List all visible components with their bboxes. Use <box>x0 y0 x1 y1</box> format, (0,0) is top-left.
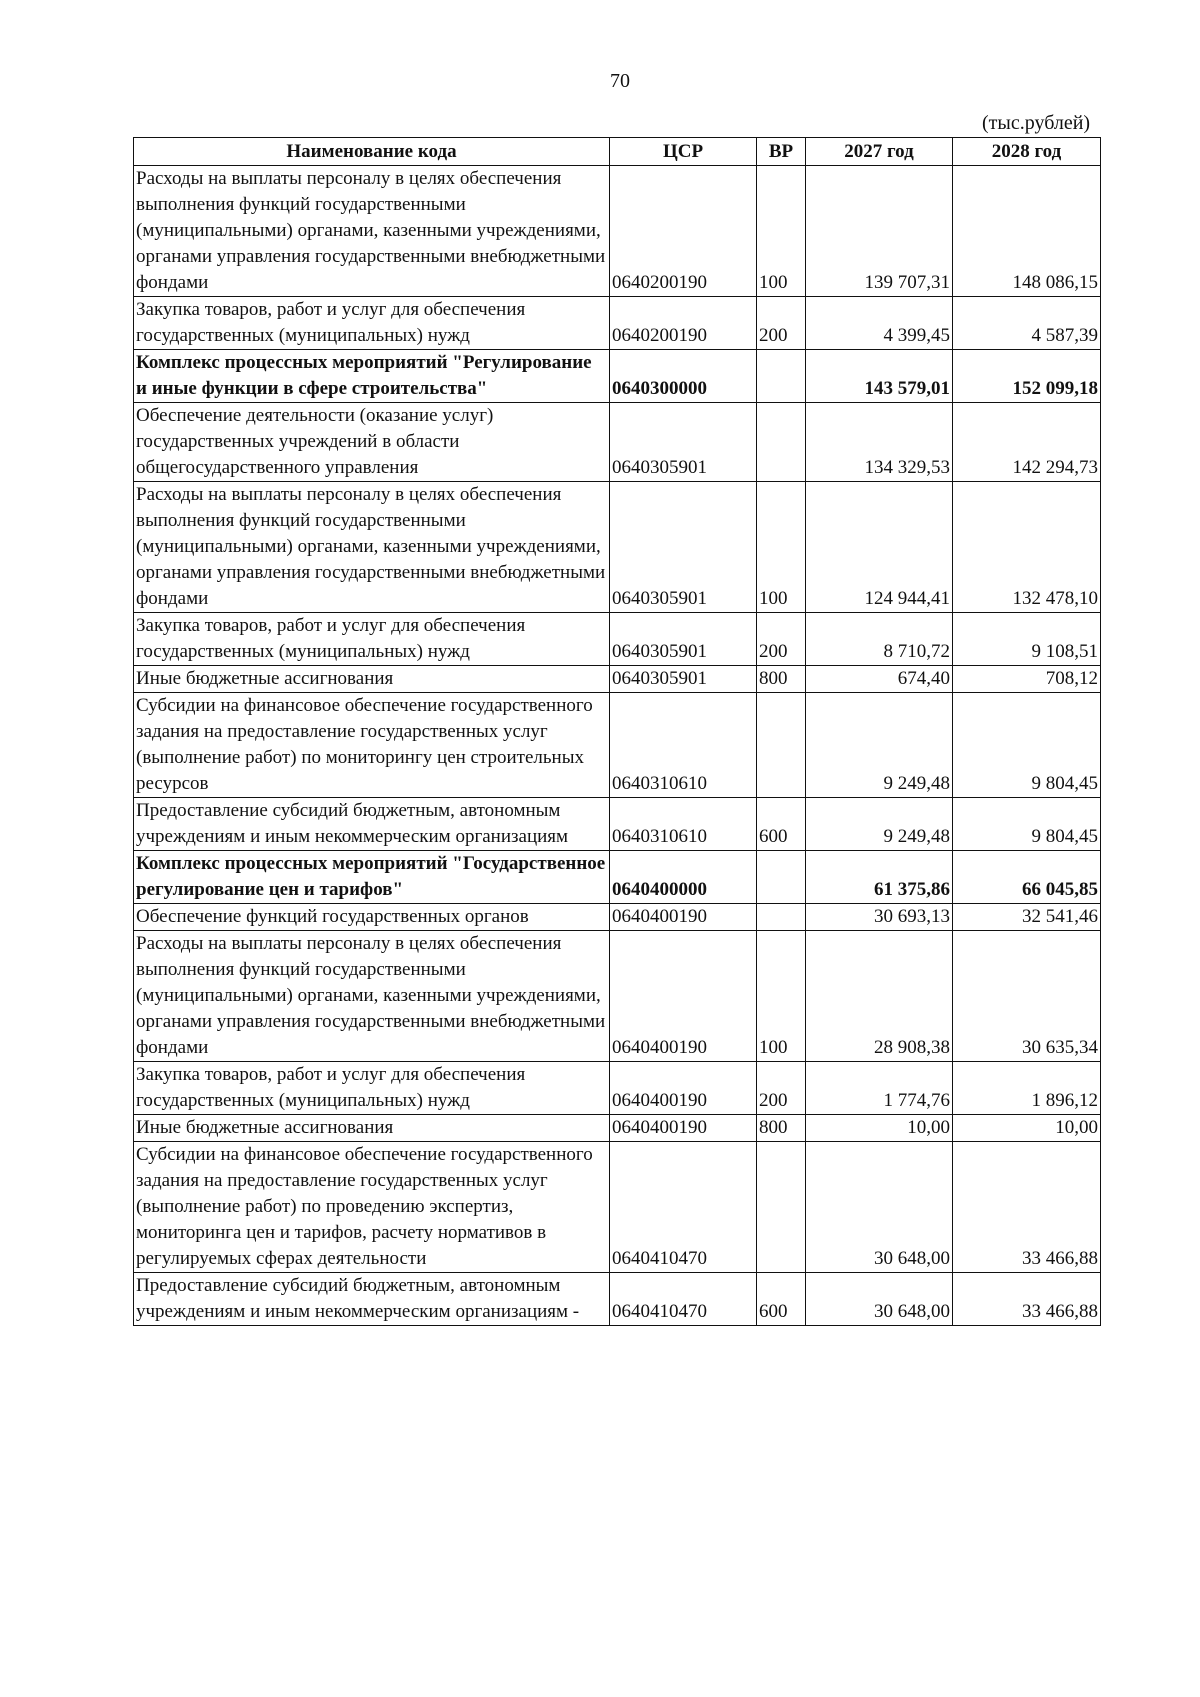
row-2028-value: 32 541,46 <box>953 904 1101 931</box>
row-name: Иные бюджетные ассигнования <box>134 1115 610 1142</box>
row-vr <box>757 693 806 798</box>
row-name: Закупка товаров, работ и услуг для обеспечения государственных (муниципальных) нужд <box>134 297 610 350</box>
row-2028-value: 142 294,73 <box>953 403 1101 482</box>
row-2027-value: 30 648,00 <box>806 1273 953 1326</box>
row-2028-value: 33 466,88 <box>953 1142 1101 1273</box>
header-vr: ВР <box>757 138 806 166</box>
row-vr: 800 <box>757 1115 806 1142</box>
row-2028-value: 33 466,88 <box>953 1273 1101 1326</box>
row-csr: 0640305901 <box>610 403 757 482</box>
table-row <box>134 613 1101 666</box>
table-row <box>134 904 1101 931</box>
row-csr: 0640200190 <box>610 166 757 297</box>
row-csr: 0640410470 <box>610 1273 757 1326</box>
row-vr <box>757 403 806 482</box>
row-2028-value: 9 804,45 <box>953 798 1101 851</box>
row-csr: 0640305901 <box>610 613 757 666</box>
units-label: (тыс.рублей) <box>982 112 1091 134</box>
row-csr: 0640400190 <box>610 1062 757 1115</box>
row-2027-value: 143 579,01 <box>806 350 953 403</box>
row-2027-value: 9 249,48 <box>806 693 953 798</box>
table-row <box>134 1142 1101 1273</box>
row-vr: 100 <box>757 482 806 613</box>
row-csr: 0640305901 <box>610 482 757 613</box>
row-2028-value: 152 099,18 <box>953 350 1101 403</box>
row-vr: 200 <box>757 613 806 666</box>
row-csr: 0640410470 <box>610 1142 757 1273</box>
table-row <box>134 931 1101 1062</box>
row-vr <box>757 350 806 403</box>
row-2027-value: 4 399,45 <box>806 297 953 350</box>
row-2028-value: 708,12 <box>953 666 1101 693</box>
table-row <box>134 693 1101 798</box>
row-vr <box>757 1142 806 1273</box>
row-name: Комплекс процессных мероприятий "Государственное регулирование цен и тарифов" <box>134 851 610 904</box>
row-vr <box>757 904 806 931</box>
row-2028-value: 148 086,15 <box>953 166 1101 297</box>
row-name: Иные бюджетные ассигнования <box>134 666 610 693</box>
row-2027-value: 30 648,00 <box>806 1142 953 1273</box>
table-row <box>134 482 1101 613</box>
row-name: Субсидии на финансовое обеспечение государственного задания на предоставление государственных услуг (выполнение работ) по мониторингу цен строительных ресурсов <box>134 693 610 798</box>
row-2028-value: 9 108,51 <box>953 613 1101 666</box>
row-2028-value: 66 045,85 <box>953 851 1101 904</box>
row-2027-value: 61 375,86 <box>806 851 953 904</box>
row-vr: 600 <box>757 1273 806 1326</box>
table-row <box>134 1115 1101 1142</box>
row-2028-value: 4 587,39 <box>953 297 1101 350</box>
table-row <box>134 666 1101 693</box>
row-csr: 0640400190 <box>610 931 757 1062</box>
row-csr: 0640400190 <box>610 904 757 931</box>
row-name: Предоставление субсидий бюджетным, автономным учреждениям и иным некоммерческим организациям <box>134 798 610 851</box>
row-name: Закупка товаров, работ и услуг для обеспечения государственных (муниципальных) нужд <box>134 613 610 666</box>
header-name: Наименование кода <box>134 138 610 166</box>
row-2028-value: 9 804,45 <box>953 693 1101 798</box>
row-vr: 200 <box>757 1062 806 1115</box>
table-row <box>134 297 1101 350</box>
table-row <box>134 403 1101 482</box>
row-name: Расходы на выплаты персоналу в целях обеспечения выполнения функций государственными (муниципальными) органами, казенными учреждениями, органами управления государственными внебюджетными фондами <box>134 482 610 613</box>
row-csr: 0640305901 <box>610 666 757 693</box>
table-body <box>134 166 1101 1326</box>
page-number: 70 <box>610 70 630 92</box>
row-2027-value: 124 944,41 <box>806 482 953 613</box>
row-csr: 0640200190 <box>610 297 757 350</box>
budget-table <box>133 137 1101 1326</box>
row-name: Комплекс процессных мероприятий "Регулирование и иные функции в сфере строительства" <box>134 350 610 403</box>
table-row <box>134 851 1101 904</box>
row-name: Расходы на выплаты персоналу в целях обеспечения выполнения функций государственными (муниципальными) органами, казенными учреждениями, органами управления государственными внебюджетными фондами <box>134 931 610 1062</box>
row-name: Закупка товаров, работ и услуг для обеспечения государственных (муниципальных) нужд <box>134 1062 610 1115</box>
row-vr: 100 <box>757 931 806 1062</box>
row-2028-value: 10,00 <box>953 1115 1101 1142</box>
table-row <box>134 350 1101 403</box>
table-row <box>134 166 1101 297</box>
row-csr: 0640300000 <box>610 350 757 403</box>
table-header-row <box>134 138 1101 166</box>
row-2027-value: 8 710,72 <box>806 613 953 666</box>
row-2027-value: 134 329,53 <box>806 403 953 482</box>
row-name: Обеспечение деятельности (оказание услуг) государственных учреждений в области общегосударственного управления <box>134 403 610 482</box>
row-2027-value: 30 693,13 <box>806 904 953 931</box>
row-csr: 0640400000 <box>610 851 757 904</box>
row-2028-value: 1 896,12 <box>953 1062 1101 1115</box>
row-2028-value: 132 478,10 <box>953 482 1101 613</box>
table-row <box>134 1273 1101 1326</box>
header-2027: 2027 год <box>806 138 953 166</box>
header-csr: ЦСР <box>610 138 757 166</box>
row-vr: 800 <box>757 666 806 693</box>
table-row <box>134 1062 1101 1115</box>
row-csr: 0640400190 <box>610 1115 757 1142</box>
row-2027-value: 28 908,38 <box>806 931 953 1062</box>
row-vr: 200 <box>757 297 806 350</box>
row-vr: 100 <box>757 166 806 297</box>
table-row <box>134 798 1101 851</box>
row-csr: 0640310610 <box>610 693 757 798</box>
row-2027-value: 1 774,76 <box>806 1062 953 1115</box>
header-2028: 2028 год <box>953 138 1101 166</box>
row-name: Субсидии на финансовое обеспечение государственного задания на предоставление государственных услуг (выполнение работ) по проведению экспертиз, мониторинга цен и тарифов, расчету нормативов в регулируемых сферах деятельности <box>134 1142 610 1273</box>
row-csr: 0640310610 <box>610 798 757 851</box>
row-2027-value: 10,00 <box>806 1115 953 1142</box>
row-vr: 600 <box>757 798 806 851</box>
row-2027-value: 139 707,31 <box>806 166 953 297</box>
row-name: Обеспечение функций государственных органов <box>134 904 610 931</box>
row-2027-value: 9 249,48 <box>806 798 953 851</box>
row-2028-value: 30 635,34 <box>953 931 1101 1062</box>
row-name: Предоставление субсидий бюджетным, автономным учреждениям и иным некоммерческим организациям - <box>134 1273 610 1326</box>
row-2027-value: 674,40 <box>806 666 953 693</box>
row-name: Расходы на выплаты персоналу в целях обеспечения выполнения функций государственными (муниципальными) органами, казенными учреждениями, органами управления государственными внебюджетными фондами <box>134 166 610 297</box>
row-vr <box>757 851 806 904</box>
